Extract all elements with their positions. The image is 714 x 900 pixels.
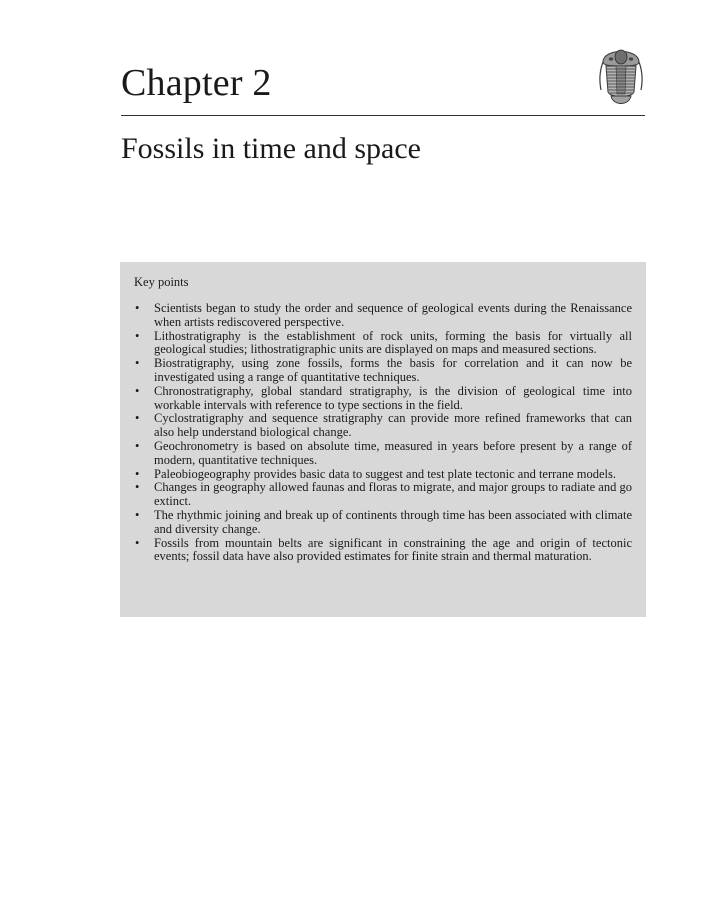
list-item-text: Chronostratigraphy, global standard stratigraphy, is the division of geological time into workable intervals with reference to type sections in the field. (154, 383, 632, 412)
bullet: • (135, 356, 140, 371)
bullet: • (135, 301, 140, 315)
key-points-heading: Key points (134, 275, 189, 289)
key-points-list (134, 302, 632, 564)
bullet: • (135, 480, 140, 495)
list-item-text: Biostratigraphy, using zone fossils, forms the basis for correlation and it can now be investigated using a range of quantitative techniques. (154, 356, 632, 384)
list-item-text: Fossils from mountain belts are significant in constraining the age and origin of tectonic events; fossil data have also provided estimates for finite strain and thermal maturation. (154, 535, 632, 564)
bullet: • (135, 438, 140, 453)
list-item-text: Paleobiogeography provides basic data to suggest and test plate tectonic and terrane models. (154, 466, 617, 481)
bullet: • (135, 535, 140, 550)
list-item (134, 357, 632, 385)
bullet: • (135, 507, 140, 522)
list-item-text: Geochronometry is based on absolute time, measured in years before present by a range of modern, quantitative techniques. (154, 438, 632, 467)
list-item-text: Scientists began to study the order and sequence of geological events during the Renaissance when artists rediscovered perspective. (154, 301, 632, 329)
list-item-text: Cyclostratigraphy and sequence stratigraphy can provide more refined frameworks that can also help understand biological change. (154, 411, 632, 440)
list-item (134, 468, 632, 482)
bullet: • (135, 328, 140, 343)
list-item (134, 412, 632, 440)
bullet: • (135, 411, 140, 426)
list-item (134, 537, 632, 565)
list-item (134, 385, 632, 413)
chapter-title: Chapter 2 (121, 62, 272, 104)
list-item (134, 440, 632, 468)
list-item (134, 481, 632, 509)
list-item-text: Lithostratigraphy is the establishment of rock units, forming the basis for virtually all geological studies; lithostratigraphic units are displayed on maps and measured sections. (154, 328, 632, 357)
bullet: • (135, 383, 140, 398)
trilobite-icon (597, 40, 645, 110)
list-item (134, 330, 632, 358)
list-item-text: The rhythmic joining and break up of continents through time has been associated with climate and diversity change. (154, 507, 632, 536)
list-item-text: Changes in geography allowed faunas and floras to migrate, and major groups to radiate and go extinct. (154, 480, 632, 509)
bullet: • (135, 466, 140, 481)
list-item (134, 509, 632, 537)
key-points-box (120, 262, 646, 617)
list-item (134, 302, 632, 330)
title-rule (121, 115, 645, 116)
chapter-subtitle: Fossils in time and space (121, 132, 421, 165)
